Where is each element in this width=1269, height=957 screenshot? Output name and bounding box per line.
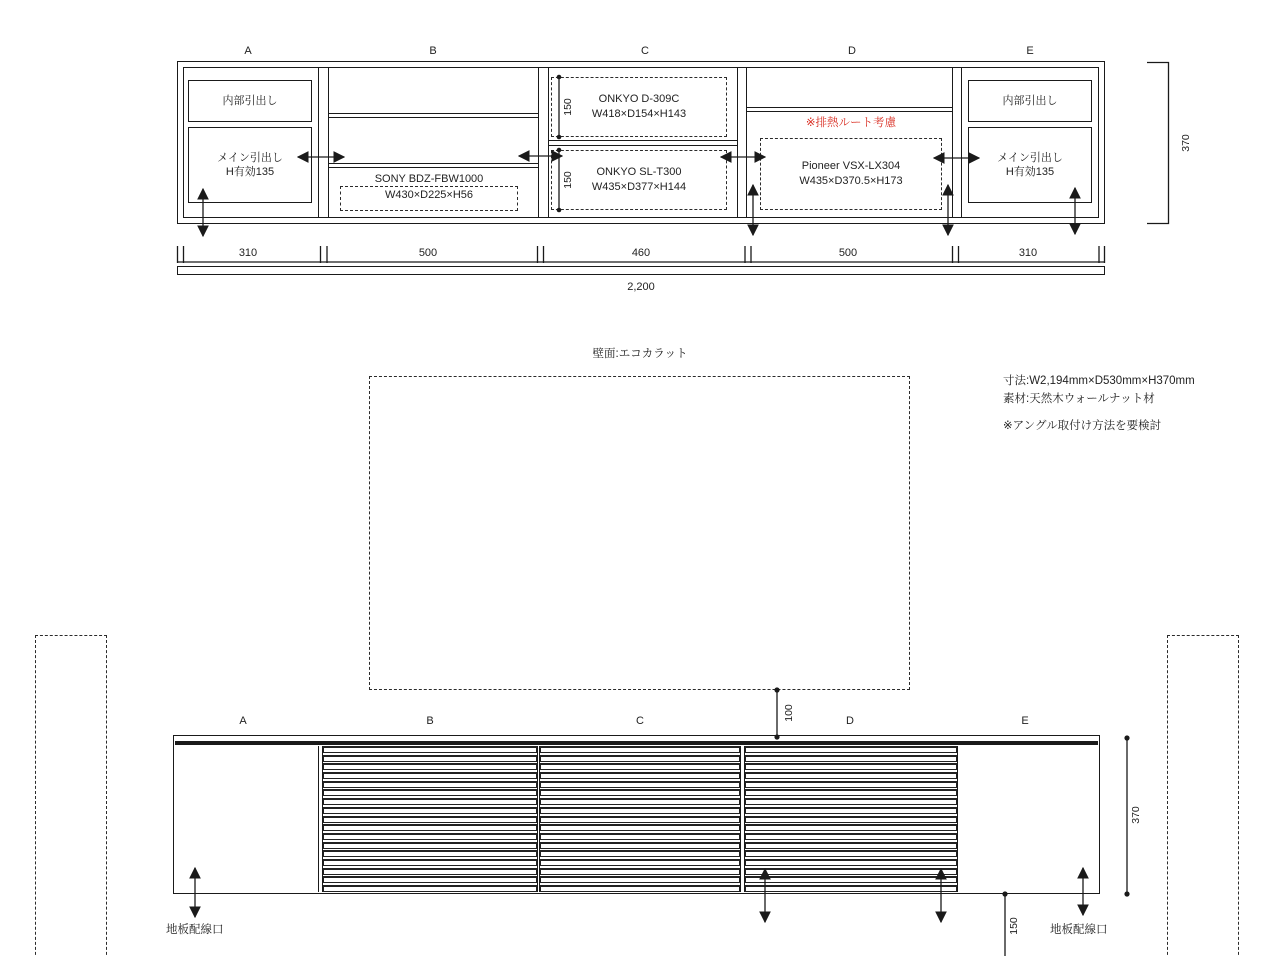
wall-label: 壁面:エコカラット <box>592 348 688 360</box>
louver-slat <box>745 798 957 805</box>
louver-slat <box>745 789 957 796</box>
plan-dim-w5: 310 <box>1018 247 1038 259</box>
plan-dim-w1: 310 <box>238 247 258 259</box>
wiring-port-label-right: 地板配線口 <box>1050 924 1108 936</box>
tv-wall-outline <box>369 376 910 690</box>
plan-shelf-d <box>747 107 952 112</box>
drawer-e-main-label: メイン引出し <box>997 152 1063 164</box>
side-wall-outline-left <box>35 635 107 957</box>
drawer-a-main-note: H有効135 <box>225 166 275 178</box>
device-onkyo-d309c-size: W418×D154×H143 <box>591 108 687 120</box>
plan-partition-ab <box>318 68 329 217</box>
plan-dim-w3: 460 <box>631 247 651 259</box>
device-onkyo-slt300-size: W435×D377×H144 <box>591 181 687 193</box>
wiring-port-label-left: 地板配線口 <box>166 924 224 936</box>
device-onkyo-slt300-outline <box>551 150 727 210</box>
louver-slat <box>540 833 740 840</box>
plan-dim-w4: 500 <box>838 247 858 259</box>
louver-slat <box>323 781 537 788</box>
device-pioneer-outline <box>760 138 942 210</box>
louver-slat <box>745 781 957 788</box>
louver-slat <box>323 772 537 779</box>
drawer-a-main <box>188 127 312 203</box>
louver-slat <box>540 868 740 875</box>
louver-slat <box>540 885 740 892</box>
plan-shelf-b-lower <box>329 163 538 168</box>
louver-slat <box>745 746 957 753</box>
device-onkyo-d309c-outline <box>551 77 727 137</box>
louver-slat <box>323 824 537 831</box>
louver-slat <box>540 876 740 883</box>
louver-slat <box>323 746 537 753</box>
louver-slat <box>745 763 957 770</box>
louver-slat <box>323 850 537 857</box>
louver-slat <box>323 798 537 805</box>
drawer-e-inner <box>968 80 1092 122</box>
louver-slat <box>540 807 740 814</box>
device-pioneer-size: W435×D370.5×H173 <box>799 175 903 187</box>
device-onkyo-d309c-name: ONKYO D-309C <box>598 93 680 105</box>
louver-slat <box>323 807 537 814</box>
louver-slat <box>540 746 740 753</box>
louver-slat <box>540 798 740 805</box>
elev-door-a-edge <box>318 746 319 892</box>
louver-slat <box>540 789 740 796</box>
drawer-a-main-label: メイン引出し <box>217 152 283 164</box>
louver-slat <box>323 842 537 849</box>
spec-note-size: 寸法:W2,194mm×D530mm×H370mm <box>1003 375 1195 387</box>
louver-slat <box>745 755 957 762</box>
louver-slat <box>323 868 537 875</box>
elev-section-label-a: A <box>239 715 247 727</box>
plan-height-bracket <box>1147 63 1169 224</box>
plan-dim-150-bottom: 150 <box>562 171 574 189</box>
louver-panel-d <box>744 746 958 892</box>
louver-slat <box>745 859 957 866</box>
elev-section-label-e: E <box>1021 715 1029 727</box>
spec-note-material: 素材:天然木ウォールナット材 <box>1003 393 1155 405</box>
louver-slat <box>540 755 740 762</box>
plan-dim-total: 2,200 <box>627 281 655 293</box>
louver-slat <box>745 772 957 779</box>
elev-section-label-d: D <box>846 715 854 727</box>
louver-slat <box>540 781 740 788</box>
louver-slat <box>745 807 957 814</box>
device-pioneer-name: Pioneer VSX-LX304 <box>801 160 901 172</box>
louver-slat <box>745 876 957 883</box>
louver-slat <box>540 859 740 866</box>
plan-partition-cd <box>737 68 747 217</box>
louver-slat <box>745 885 957 892</box>
device-sony-size: W430×D225×H56 <box>384 189 474 201</box>
louver-slat <box>540 824 740 831</box>
louver-slat <box>323 789 537 796</box>
spec-note-angle: ※アングル取付け方法を要検討 <box>1003 420 1162 432</box>
plan-dim-height: 370 <box>1180 134 1192 152</box>
elev-dim-bottom: 150 <box>1008 917 1020 935</box>
device-onkyo-slt300-name: ONKYO SL-T300 <box>596 166 682 178</box>
elev-dim-tv-gap: 100 <box>783 704 795 722</box>
plan-section-label-e: E <box>1026 45 1034 57</box>
louver-slat <box>745 816 957 823</box>
elev-top-panel-line <box>175 741 1098 745</box>
elev-dim-height: 370 <box>1130 806 1142 824</box>
heat-route-note: ※排熱ルート考慮 <box>805 117 897 129</box>
louver-slat <box>540 772 740 779</box>
louver-slat <box>745 842 957 849</box>
louver-slat <box>323 763 537 770</box>
louver-slat <box>540 850 740 857</box>
plan-partition-de <box>952 68 962 217</box>
plan-dim-w2: 500 <box>418 247 438 259</box>
louver-slat <box>323 816 537 823</box>
louver-slat <box>745 824 957 831</box>
drawer-e-main <box>968 127 1092 203</box>
louver-slat <box>745 868 957 875</box>
louver-slat <box>540 816 740 823</box>
louver-panel-c <box>539 746 741 892</box>
louver-slat <box>745 850 957 857</box>
plan-dim-150-top: 150 <box>562 98 574 116</box>
drawer-a-inner-label: 内部引出し <box>222 95 278 107</box>
plan-dim-extent-bar <box>177 266 1105 275</box>
louver-slat <box>540 763 740 770</box>
plan-section-label-d: D <box>848 45 856 57</box>
drawer-e-main-note: H有効135 <box>1005 166 1055 178</box>
elev-section-label-c: C <box>636 715 644 727</box>
plan-section-label-a: A <box>244 45 252 57</box>
plan-partition-bc <box>538 68 549 217</box>
plan-section-label-c: C <box>641 45 649 57</box>
louver-slat <box>323 876 537 883</box>
louver-slat <box>745 833 957 840</box>
louver-slat <box>323 859 537 866</box>
louver-slat <box>323 885 537 892</box>
device-sony-name: SONY BDZ-FBW1000 <box>374 173 484 185</box>
plan-shelf-b-upper <box>329 113 538 118</box>
drawer-a-inner <box>188 80 312 122</box>
louver-slat <box>323 755 537 762</box>
side-wall-outline-right <box>1167 635 1239 957</box>
plan-section-label-b: B <box>429 45 437 57</box>
drawer-e-inner-label: 内部引出し <box>1002 95 1058 107</box>
louver-slat <box>540 842 740 849</box>
louver-slat <box>323 833 537 840</box>
plan-shelf-c <box>549 140 737 146</box>
elev-section-label-b: B <box>426 715 434 727</box>
louver-panel-b <box>322 746 538 892</box>
